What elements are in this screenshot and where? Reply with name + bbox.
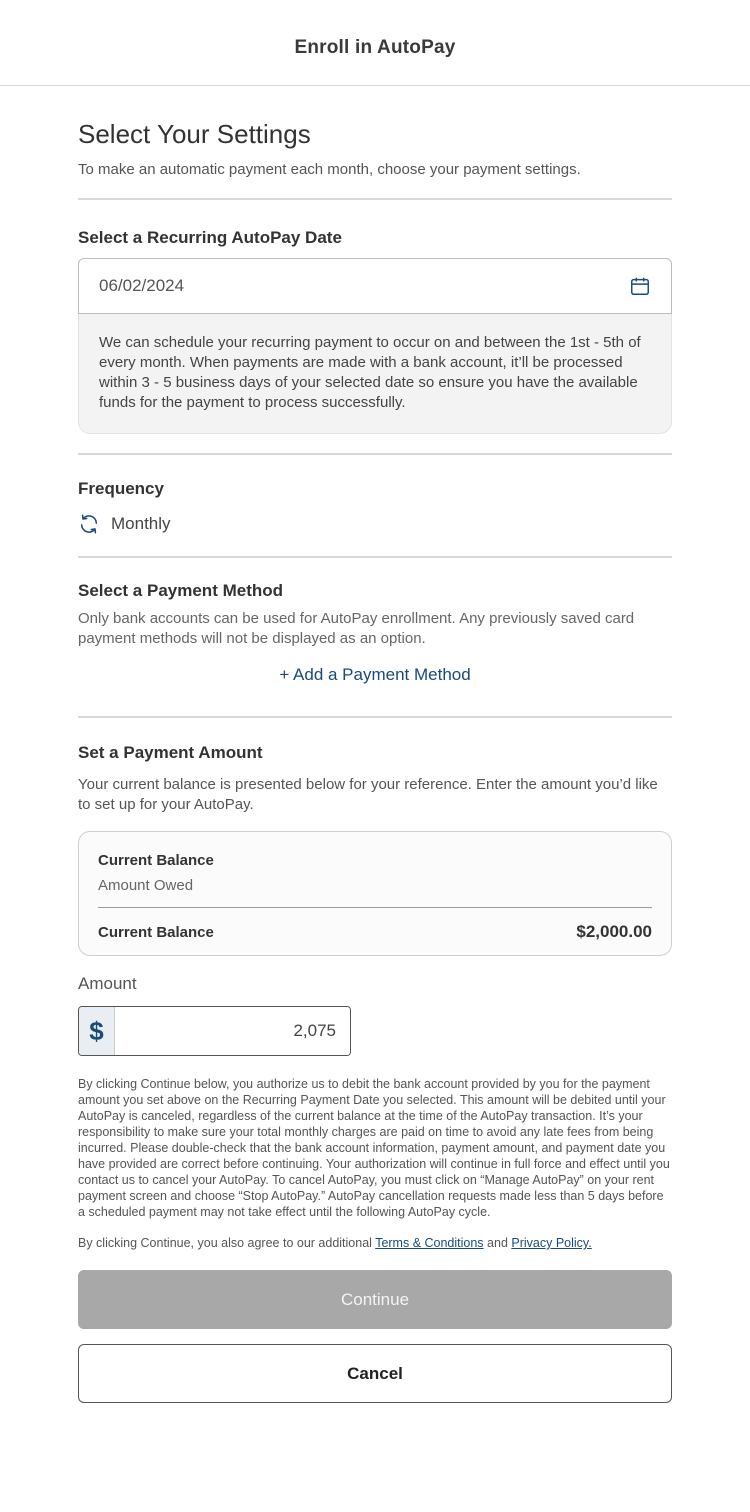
balance-value: $2,000.00 [576, 922, 652, 941]
date-info-panel: We can schedule your recurring payment to occur on and between the 1st - 5th of every month. When payments are made with a bank account, it’ll be processed within 3 - 5 business days of your selected date so ensure you have the available funds for the payment to process successfully. [78, 314, 672, 434]
payment-amount-heading: Set a Payment Amount [78, 743, 263, 762]
autopay-date-value: 06/02/2024 [99, 276, 185, 295]
current-balance-card [78, 831, 672, 956]
payment-method-note: Only bank accounts can be used for AutoPay enrollment. Any previously saved card payment methods will not be displayed as an option. [78, 610, 635, 647]
calendar-icon[interactable] [629, 275, 651, 297]
frequency-row [78, 513, 672, 535]
main-content [0, 119, 750, 1403]
terms-link[interactable]: Terms & Conditions [375, 1236, 484, 1250]
balance-card-subtitle: Amount Owed [98, 877, 194, 894]
amount-label: Amount [78, 974, 137, 993]
date-section-heading: Select a Recurring AutoPay Date [78, 228, 342, 247]
payment-method-heading: Select a Payment Method [78, 581, 284, 600]
balance-row [98, 922, 652, 942]
currency-prefix: $ [79, 1007, 115, 1055]
page-header [0, 0, 750, 86]
frequency-value: Monthly [111, 514, 171, 533]
balance-card-title: Current Balance [98, 852, 214, 869]
page-subtitle: To make an automatic payment each month, choose your payment settings. [78, 161, 581, 178]
add-payment-method-link[interactable]: + Add a Payment Method [279, 665, 471, 684]
amount-field [78, 1006, 351, 1056]
continue-button[interactable]: Continue [78, 1270, 672, 1329]
authorization-text: By clicking Continue below, you authorize us to debit the bank account provided by you for the payment amount you set above on the Recurring Payment Date you selected. This amount will be debited until your AutoPay is canceled, regardless of the current balance at the time of the AutoPay transaction. It’s your responsibility to make sure your total monthly charges are paid on time to avoid any late fees from being incurred. Please double-check that the bank account information, payment amount, and payment date you have provided are correct before continuing. Your authorization will continue in full force and effect until you contact us to cancel your AutoPay. To cancel AutoPay, you must click on “Manage AutoPay” on your rent payment screen and choose “Stop AutoPay.” AutoPay cancellation requests made less than 5 days before a scheduled payment may not take effect until the following AutoPay cycle. [78, 1077, 670, 1219]
balance-card-divider [98, 907, 652, 908]
section-divider [78, 556, 672, 558]
section-divider [78, 198, 672, 200]
amount-input[interactable] [115, 1007, 350, 1055]
agreement-prefix: By clicking Continue, you also agree to our additional [78, 1236, 376, 1250]
autopay-date-picker[interactable] [78, 258, 672, 314]
cancel-button[interactable]: Cancel [78, 1344, 672, 1403]
payment-amount-note: Your current balance is presented below for your reference. Enter the amount you’d like to set up for your AutoPay. [78, 776, 658, 813]
section-divider [78, 716, 672, 718]
section-divider [78, 453, 672, 455]
refresh-icon [78, 513, 100, 535]
agreement-and: and [483, 1236, 512, 1250]
page-title: Select Your Settings [78, 119, 311, 149]
frequency-heading: Frequency [78, 479, 164, 498]
privacy-link[interactable]: Privacy Policy. [511, 1236, 592, 1250]
agreement-text [78, 1236, 672, 1250]
balance-row-label: Current Balance [98, 923, 214, 941]
header-title: Enroll in AutoPay [294, 36, 456, 58]
